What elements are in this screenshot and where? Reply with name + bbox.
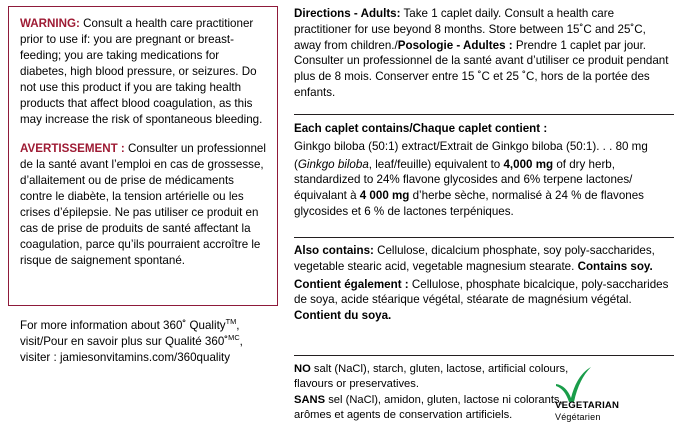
dry-herb-equivalent-fr: 4 000 mg — [359, 189, 410, 203]
caplet-ingredient-detail — [294, 157, 674, 220]
more-info-line-3 — [20, 350, 280, 366]
directions-section — [294, 6, 674, 101]
directions-text-fr: Prendre 1 caplet par jour. Consulter un professionnel de la santé avant d’utiliser ce produit pendant plus de 8 mois. Conserver entre 15 ˚C et 25 ˚C, hors de la portée des enfants. — [294, 38, 669, 99]
warning-box — [8, 6, 278, 306]
also-contains-text-fr: Cellulose, phosphate bicalcique, poly-saccharides de soya, acide stéarique végétal, stéarate de magnésium végétal. — [294, 277, 669, 307]
also-contains-heading-en: Also contains: — [294, 244, 374, 257]
vegetarian-logo — [553, 365, 673, 422]
more-info-line-1-text-c: , — [236, 319, 240, 332]
contains-soy-note: Contains soy. — [577, 259, 653, 273]
more-info-line-1 — [20, 318, 280, 334]
visiter-label: visiter : — [20, 351, 60, 364]
trademark-symbol-fr: MC — [228, 333, 240, 343]
more-info-line-2-text-c: , — [239, 335, 243, 348]
degree-symbol-fr: ˚ — [224, 335, 229, 348]
also-contains-fr — [294, 277, 674, 324]
more-info-line-1-text-a: For more information about 360 — [20, 319, 183, 332]
directions-paragraph — [294, 6, 674, 101]
divider-2 — [294, 237, 674, 238]
caplet-detail-mid: , leaf/feuille) equivalent to — [368, 157, 504, 171]
caplet-detail-end-fr: d’herbe sèche, normalisé à 24 % de flavones glycosides et 6 % de lactones terpéniques. — [294, 189, 644, 218]
posologie-heading: Posologie - Adultes : — [397, 38, 513, 52]
caplet-contents-section — [294, 121, 674, 220]
trademark-symbol: TM — [225, 317, 237, 327]
more-info-line-2-text-a: visit/Pour en savoir plus sur Qualité 360 — [20, 335, 225, 348]
caplet-detail-end-en: of dry herb, standardized to 24% flavone glycosides and 6% terpene lactones/ — [294, 157, 633, 187]
warning-label: WARNING: — [20, 17, 80, 30]
free-from-en — [294, 362, 594, 391]
more-info-line-1-text-b: Quality — [186, 319, 226, 332]
divider-1 — [294, 114, 674, 115]
degree-symbol: ˚ — [182, 319, 187, 332]
also-contains-heading-fr: Contient également : — [294, 277, 409, 291]
caplet-ingredient-line-1: Ginkgo biloba (50:1) extract/Extrait de Ginkgo biloba (50:1). . . 80 mg — [294, 139, 648, 153]
free-from-fr — [294, 393, 594, 422]
sans-label: SANS — [294, 394, 326, 407]
caplet-detail-start-fr: équivalant à — [294, 189, 360, 203]
sans-text: sel (NaCl), amidon, gluten, lactose ni colorants, arômes et agents de conservation artificiels. — [294, 394, 563, 421]
also-contains-text-en: Cellulose, dicalcium phosphate, soy poly-saccharides, vegetable stearic acid, vegetable magnesium stearate. — [294, 244, 655, 273]
divider-3 — [294, 355, 674, 356]
avertissement-paragraph — [20, 141, 266, 269]
directions-text-en: Take 1 caplet daily. Consult a health care practitioner for use beyond 8 months. Store between 15˚C and 25˚C, away from children./ — [294, 7, 646, 52]
directions-heading: Directions - Adults: — [294, 7, 401, 20]
avertissement-text: Consulter un professionnel de la santé avant l’emploi en cas de grossesse, d’allaitement ou de prise de médicaments contre le diabète, la tension artérielle ou les crises d’épilepsie. Ne pas utiliser ce produit en cas de prise de produits de santé affectant la coagulation, parce qu’ils pourraient accroître le risque de saignement spontané. — [20, 142, 266, 267]
left-column — [0, 0, 286, 427]
warning-text: Consult a health care practitioner prior to use if: you are pregnant or breast-feeding; you are taking medications for diabetes, high blood pressure, or seizures. Do not use this product if you are taking health products that affect blood coagulation, as this may increase the risk of spontaneous bleeding. — [20, 17, 263, 126]
vegetarian-label-en: VEGETARIAN — [555, 400, 620, 411]
avertissement-label: AVERTISSEMENT : — [20, 142, 125, 155]
more-information-block — [20, 318, 280, 366]
no-text: salt (NaCl), starch, gluten, lactose, artificial colours, flavours or preservatives. — [294, 363, 569, 390]
warning-paragraph — [20, 16, 266, 128]
right-column — [290, 0, 679, 427]
vegetarian-label-fr: Végétarien — [555, 411, 601, 422]
quality-url[interactable]: jamiesonvitamins.com/360quality — [59, 351, 231, 364]
also-contains-section — [294, 243, 674, 324]
no-label: NO — [294, 363, 311, 375]
vegetarian-logo-text — [555, 401, 673, 422]
latin-name: Ginkgo biloba — [297, 157, 369, 171]
free-from-section — [294, 362, 594, 422]
more-info-line-2 — [20, 334, 280, 350]
checkmark-icon — [553, 365, 593, 405]
also-contains-en — [294, 243, 674, 275]
contient-soya-note: Contient du soya. — [294, 309, 392, 323]
dry-herb-equivalent-en: 4,000 mg — [503, 157, 554, 171]
caplet-contents-heading: Each caplet contains/Chaque caplet contient : — [294, 122, 548, 135]
paren-open: ( — [294, 157, 298, 171]
